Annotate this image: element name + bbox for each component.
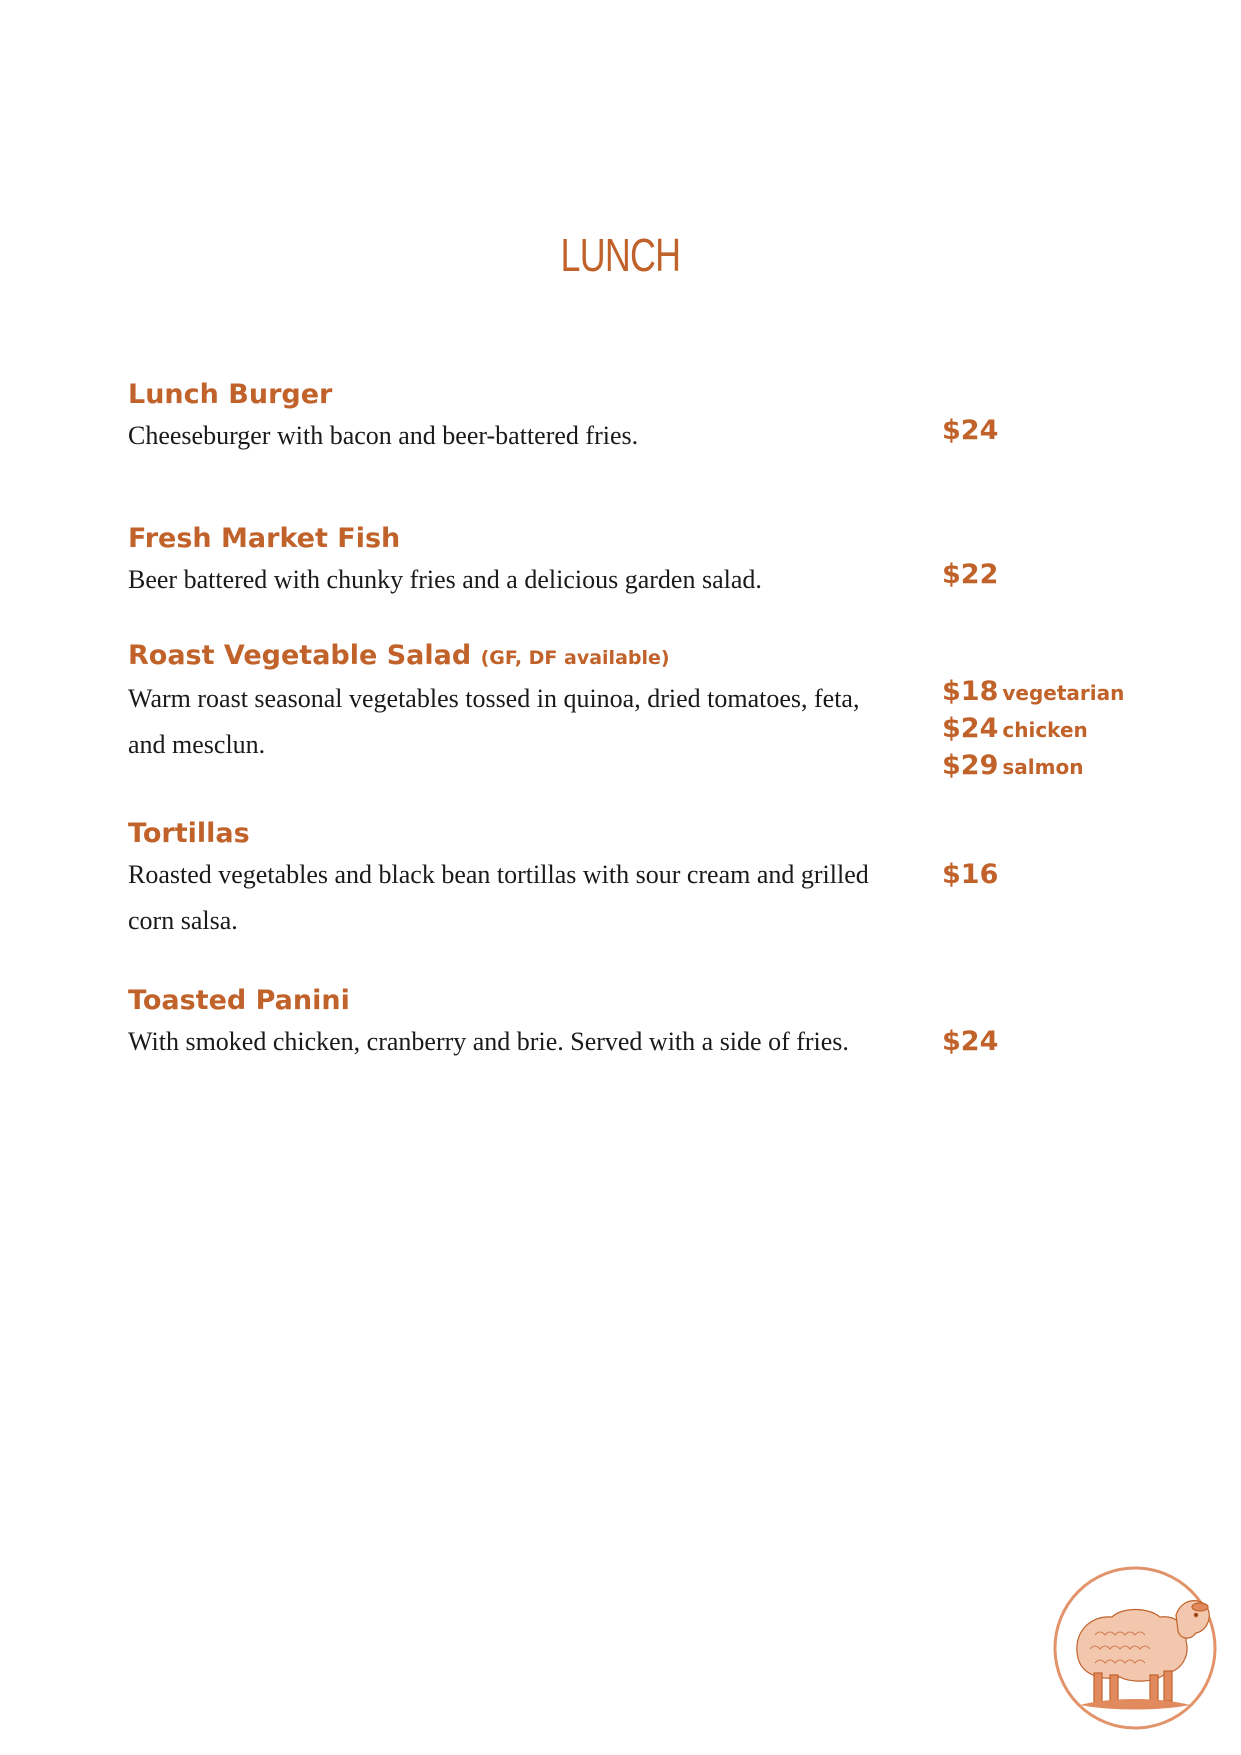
item-name: Lunch Burger bbox=[128, 379, 333, 410]
price-option bbox=[942, 711, 1124, 748]
price-list bbox=[942, 557, 998, 593]
item-description: Warm roast seasonal vegetables tossed in quinoa, dried tomatoes, feta, and mesclun. bbox=[128, 684, 860, 759]
item-description: Cheeseburger with bacon and beer-battered fries. bbox=[128, 421, 639, 450]
price-list bbox=[942, 857, 998, 893]
price-list bbox=[942, 413, 998, 449]
dietary-note: (GF, DF available) bbox=[480, 647, 670, 669]
price-list bbox=[942, 1024, 998, 1060]
sheep-icon bbox=[1050, 1563, 1220, 1733]
page-title: LUNCH bbox=[560, 229, 681, 281]
price-option bbox=[942, 674, 1124, 711]
item-name-row bbox=[128, 638, 1128, 676]
price-option bbox=[942, 748, 1124, 785]
item-name: Toasted Panini bbox=[128, 985, 350, 1016]
item-name: Roast Vegetable Salad bbox=[128, 640, 472, 671]
item-description: With smoked chicken, cranberry and brie. Served with a side of fries. bbox=[128, 1027, 849, 1056]
item-price: $29 bbox=[942, 750, 999, 781]
item-price: $16 bbox=[942, 859, 999, 890]
item-price: $22 bbox=[942, 559, 999, 590]
item-description: Beer battered with chunky fries and a delicious garden salad. bbox=[128, 565, 762, 594]
item-price: $24 bbox=[942, 1026, 999, 1057]
item-price: $24 bbox=[942, 415, 999, 446]
item-price: $24 bbox=[942, 713, 999, 744]
item-name: Tortillas bbox=[128, 818, 250, 849]
price-variant: salmon bbox=[1002, 755, 1084, 779]
item-price: $18 bbox=[942, 676, 999, 707]
price-variant: vegetarian bbox=[1002, 681, 1125, 705]
price-list bbox=[942, 674, 1124, 785]
item-description: Roasted vegetables and black bean tortillas with sour cream and grilled corn salsa. bbox=[128, 860, 869, 935]
item-name: Fresh Market Fish bbox=[128, 523, 401, 554]
price-variant: chicken bbox=[1002, 718, 1088, 742]
